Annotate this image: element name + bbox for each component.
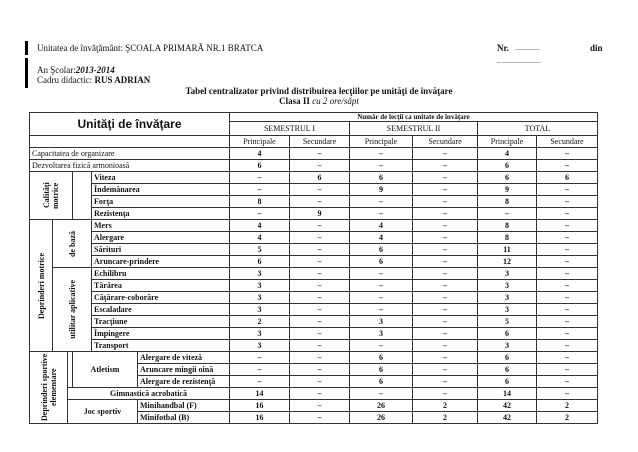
- table-row: [30, 352, 598, 364]
- value-cell: –: [537, 220, 598, 232]
- table-row: [30, 232, 598, 244]
- value-cell: 3: [230, 268, 290, 280]
- group-sportive: [30, 352, 68, 424]
- year-line: [37, 65, 115, 75]
- value-cell: –: [413, 208, 478, 220]
- table-row: [30, 244, 598, 256]
- value-cell: –: [413, 280, 478, 292]
- table-row: [30, 220, 598, 232]
- table-row: [30, 268, 598, 280]
- value-cell: 4: [230, 220, 290, 232]
- table-row: [30, 280, 598, 292]
- group-utilitar-text: utilitar aplicative: [67, 280, 77, 339]
- row-label: Minifotbal (B): [138, 412, 230, 424]
- row-label: Îndemânarea: [92, 184, 230, 196]
- value-cell: 3: [230, 328, 290, 340]
- row-label: Transport: [92, 340, 230, 352]
- value-cell: –: [537, 196, 598, 208]
- value-cell: 42: [478, 412, 537, 424]
- value-cell: –: [230, 352, 290, 364]
- value-cell: 3: [478, 292, 537, 304]
- value-cell: –: [350, 292, 413, 304]
- value-cell: 6: [230, 160, 290, 172]
- value-cell: 2: [537, 400, 598, 412]
- row-label: Sărituri: [92, 244, 230, 256]
- group-calitati: [30, 172, 73, 220]
- row-label: Gimnastică acrobatică: [68, 388, 230, 400]
- value-cell: –: [413, 364, 478, 376]
- value-cell: –: [413, 196, 478, 208]
- value-cell: –: [537, 304, 598, 316]
- value-cell: 3: [478, 280, 537, 292]
- value-cell: –: [537, 244, 598, 256]
- page-title: Tabel centralizator privind distribuirea lecţiilor pe unităţi de învăţare: [185, 86, 453, 96]
- value-cell: –: [350, 340, 413, 352]
- row-label: Minihandbal (F): [138, 400, 230, 412]
- row-label: Forţa: [92, 196, 230, 208]
- value-cell: –: [230, 364, 290, 376]
- sem2-principale: Principale: [350, 136, 413, 148]
- table-row: [30, 388, 598, 400]
- value-cell: 2: [413, 412, 478, 424]
- value-cell: –: [413, 148, 478, 160]
- value-cell: –: [350, 208, 413, 220]
- value-cell: –: [290, 352, 350, 364]
- value-cell: –: [537, 316, 598, 328]
- value-cell: –: [350, 196, 413, 208]
- value-cell: 9: [478, 184, 537, 196]
- value-cell: –: [537, 256, 598, 268]
- group-atletism: Atletism: [73, 352, 138, 388]
- row-label: Aruncare-prindere: [92, 256, 230, 268]
- value-cell: 3: [350, 328, 413, 340]
- value-cell: 3: [230, 304, 290, 316]
- value-cell: –: [537, 364, 598, 376]
- value-cell: 6: [478, 160, 537, 172]
- row-label: Dezvoltarea fizică armonioasă: [30, 160, 230, 172]
- sem1-header: SEMESTRUL I: [230, 122, 350, 136]
- header-bar-bottom: [25, 58, 28, 88]
- value-cell: 4: [230, 232, 290, 244]
- year-label: An Şcolar:: [37, 65, 76, 75]
- value-cell: 14: [478, 388, 537, 400]
- value-cell: 6: [478, 352, 537, 364]
- value-cell: 5: [230, 244, 290, 256]
- value-cell: –: [413, 172, 478, 184]
- value-cell: –: [413, 232, 478, 244]
- value-cell: –: [290, 328, 350, 340]
- value-cell: 2: [230, 316, 290, 328]
- value-cell: 6: [350, 256, 413, 268]
- value-cell: –: [350, 388, 413, 400]
- value-cell: –: [537, 280, 598, 292]
- value-cell: –: [537, 340, 598, 352]
- value-cell: 3: [478, 268, 537, 280]
- value-cell: –: [537, 328, 598, 340]
- value-cell: –: [290, 280, 350, 292]
- value-cell: –: [350, 280, 413, 292]
- value-cell: –: [413, 316, 478, 328]
- value-cell: –: [413, 376, 478, 388]
- value-cell: –: [290, 184, 350, 196]
- sem2-header: SEMESTRUL II: [350, 122, 478, 136]
- value-cell: –: [413, 352, 478, 364]
- value-cell: 4: [350, 220, 413, 232]
- value-cell: 8: [230, 196, 290, 208]
- nr-underline: [497, 62, 541, 63]
- value-cell: 4: [230, 148, 290, 160]
- group-de-baza-text: de bază: [67, 230, 77, 257]
- count-header: Număr de lecţii ca unitate de învăţare: [230, 113, 598, 122]
- nr-fill-line: [515, 49, 540, 50]
- value-cell: 6: [350, 364, 413, 376]
- table-row: [30, 148, 598, 160]
- value-cell: –: [290, 244, 350, 256]
- value-cell: –: [537, 208, 598, 220]
- value-cell: –: [537, 160, 598, 172]
- value-cell: –: [537, 292, 598, 304]
- value-cell: 8: [478, 196, 537, 208]
- value-cell: –: [290, 268, 350, 280]
- value-cell: 6: [290, 172, 350, 184]
- unit-name: ŞCOALA PRIMARĂ NR.1 BRATCA: [125, 43, 264, 53]
- value-cell: –: [230, 184, 290, 196]
- row-label: Împingere: [92, 328, 230, 340]
- year-value: 2013-2014: [75, 65, 115, 75]
- lessons-table: [29, 112, 598, 424]
- value-cell: –: [537, 376, 598, 388]
- value-cell: –: [413, 244, 478, 256]
- group-calitati-text: Calităţi motrice: [42, 182, 60, 209]
- value-cell: –: [290, 148, 350, 160]
- table-row: [30, 196, 598, 208]
- value-cell: –: [537, 232, 598, 244]
- value-cell: –: [230, 376, 290, 388]
- row-label: Mers: [92, 220, 230, 232]
- value-cell: 26: [350, 412, 413, 424]
- value-cell: 8: [478, 220, 537, 232]
- value-cell: –: [350, 268, 413, 280]
- value-cell: –: [290, 220, 350, 232]
- class-label: Clasa II: [279, 96, 310, 106]
- group-joc: Joc sportiv: [68, 400, 138, 424]
- value-cell: –: [537, 352, 598, 364]
- value-cell: –: [290, 364, 350, 376]
- table-row: [30, 172, 598, 184]
- table-row: [30, 184, 598, 196]
- teacher-line: [37, 75, 150, 85]
- sem1-principale: Principale: [230, 136, 290, 148]
- value-cell: –: [478, 208, 537, 220]
- value-cell: 4: [478, 148, 537, 160]
- table-row: [30, 316, 598, 328]
- value-cell: –: [290, 196, 350, 208]
- value-cell: 6: [350, 352, 413, 364]
- per-week: cu 2 ore/săpt: [312, 96, 359, 106]
- row-label: Viteza: [92, 172, 230, 184]
- value-cell: –: [413, 340, 478, 352]
- total-secundare: Secundare: [537, 136, 598, 148]
- value-cell: –: [413, 220, 478, 232]
- value-cell: 42: [478, 400, 537, 412]
- indent-cell: [73, 172, 92, 220]
- value-cell: –: [230, 208, 290, 220]
- value-cell: 6: [350, 376, 413, 388]
- value-cell: 16: [230, 400, 290, 412]
- value-cell: 3: [478, 304, 537, 316]
- row-label: Alergare: [92, 232, 230, 244]
- value-cell: 9: [350, 184, 413, 196]
- value-cell: 6: [478, 172, 537, 184]
- value-cell: –: [290, 340, 350, 352]
- value-cell: –: [290, 292, 350, 304]
- teacher-label: Cadru didactic:: [37, 75, 93, 85]
- value-cell: 8: [478, 232, 537, 244]
- value-cell: 6: [230, 256, 290, 268]
- value-cell: –: [537, 268, 598, 280]
- value-cell: 6: [478, 364, 537, 376]
- group-de-baza: [53, 220, 92, 268]
- value-cell: 3: [478, 340, 537, 352]
- value-cell: –: [290, 376, 350, 388]
- value-cell: 6: [350, 172, 413, 184]
- row-label: Capacitatea de organizare: [30, 148, 230, 160]
- value-cell: –: [290, 316, 350, 328]
- value-cell: 4: [350, 232, 413, 244]
- value-cell: –: [413, 292, 478, 304]
- value-cell: –: [413, 268, 478, 280]
- unit-label: Unitatea de învăţământ:: [37, 43, 123, 53]
- table-row: [30, 160, 598, 172]
- value-cell: –: [350, 160, 413, 172]
- value-cell: –: [413, 328, 478, 340]
- row-label: Căţărare-coborâre: [92, 292, 230, 304]
- table-row: [30, 292, 598, 304]
- value-cell: –: [413, 160, 478, 172]
- value-cell: 6: [537, 172, 598, 184]
- value-cell: –: [290, 160, 350, 172]
- value-cell: –: [537, 148, 598, 160]
- group-deprinderi-text: Deprinderi motrice: [36, 252, 46, 319]
- value-cell: 2: [413, 400, 478, 412]
- table-row: [30, 340, 598, 352]
- group-deprinderi: [30, 220, 53, 352]
- table-row: [30, 256, 598, 268]
- header-bar-top: [25, 41, 28, 55]
- total-principale: Principale: [478, 136, 537, 148]
- value-cell: 26: [350, 400, 413, 412]
- value-cell: –: [413, 388, 478, 400]
- value-cell: –: [290, 304, 350, 316]
- value-cell: –: [413, 304, 478, 316]
- table-row: [30, 400, 598, 412]
- units-header: Unităţi de învăţare: [30, 113, 230, 136]
- value-cell: 14: [230, 388, 290, 400]
- value-cell: 12: [478, 256, 537, 268]
- value-cell: 11: [478, 244, 537, 256]
- value-cell: 3: [350, 316, 413, 328]
- value-cell: 6: [478, 328, 537, 340]
- row-label: Echilibru: [92, 268, 230, 280]
- value-cell: 5: [478, 316, 537, 328]
- group-utilitar: [53, 268, 92, 352]
- value-cell: 16: [230, 412, 290, 424]
- row-label: Aruncare mingii oină: [138, 364, 230, 376]
- class-line: [0, 96, 638, 106]
- sem2-secundare: Secundare: [413, 136, 478, 148]
- value-cell: –: [413, 256, 478, 268]
- value-cell: 3: [230, 292, 290, 304]
- value-cell: 2: [537, 412, 598, 424]
- row-label: Alergare de rezistenţă: [138, 376, 230, 388]
- sem1-secundare: Secundare: [290, 136, 350, 148]
- group-sportive-text: Deprinderi sportive elementare: [39, 353, 58, 422]
- value-cell: –: [413, 184, 478, 196]
- table-row: [30, 208, 598, 220]
- value-cell: –: [537, 388, 598, 400]
- value-cell: –: [350, 304, 413, 316]
- school-line: [37, 43, 263, 53]
- din-label: din: [590, 43, 603, 53]
- subheader-spacer: [30, 136, 230, 148]
- value-cell: –: [290, 412, 350, 424]
- table-row: [30, 328, 598, 340]
- value-cell: –: [350, 148, 413, 160]
- value-cell: –: [290, 232, 350, 244]
- total-header: TOTAL: [478, 122, 598, 136]
- value-cell: 9: [290, 208, 350, 220]
- row-label: Escaladare: [92, 304, 230, 316]
- value-cell: –: [230, 172, 290, 184]
- value-cell: 3: [230, 280, 290, 292]
- value-cell: 3: [230, 340, 290, 352]
- value-cell: –: [290, 400, 350, 412]
- table-row: [30, 304, 598, 316]
- value-cell: –: [290, 256, 350, 268]
- value-cell: –: [537, 184, 598, 196]
- row-label: Alergare de viteză: [138, 352, 230, 364]
- value-cell: 6: [350, 244, 413, 256]
- row-label: Rezistenţa: [92, 208, 230, 220]
- row-label: Târârea: [92, 280, 230, 292]
- teacher-value: RUS ADRIAN: [94, 75, 151, 85]
- value-cell: –: [290, 388, 350, 400]
- row-label: Tracţiune: [92, 316, 230, 328]
- value-cell: 6: [478, 376, 537, 388]
- nr-label: Nr.: [497, 43, 509, 53]
